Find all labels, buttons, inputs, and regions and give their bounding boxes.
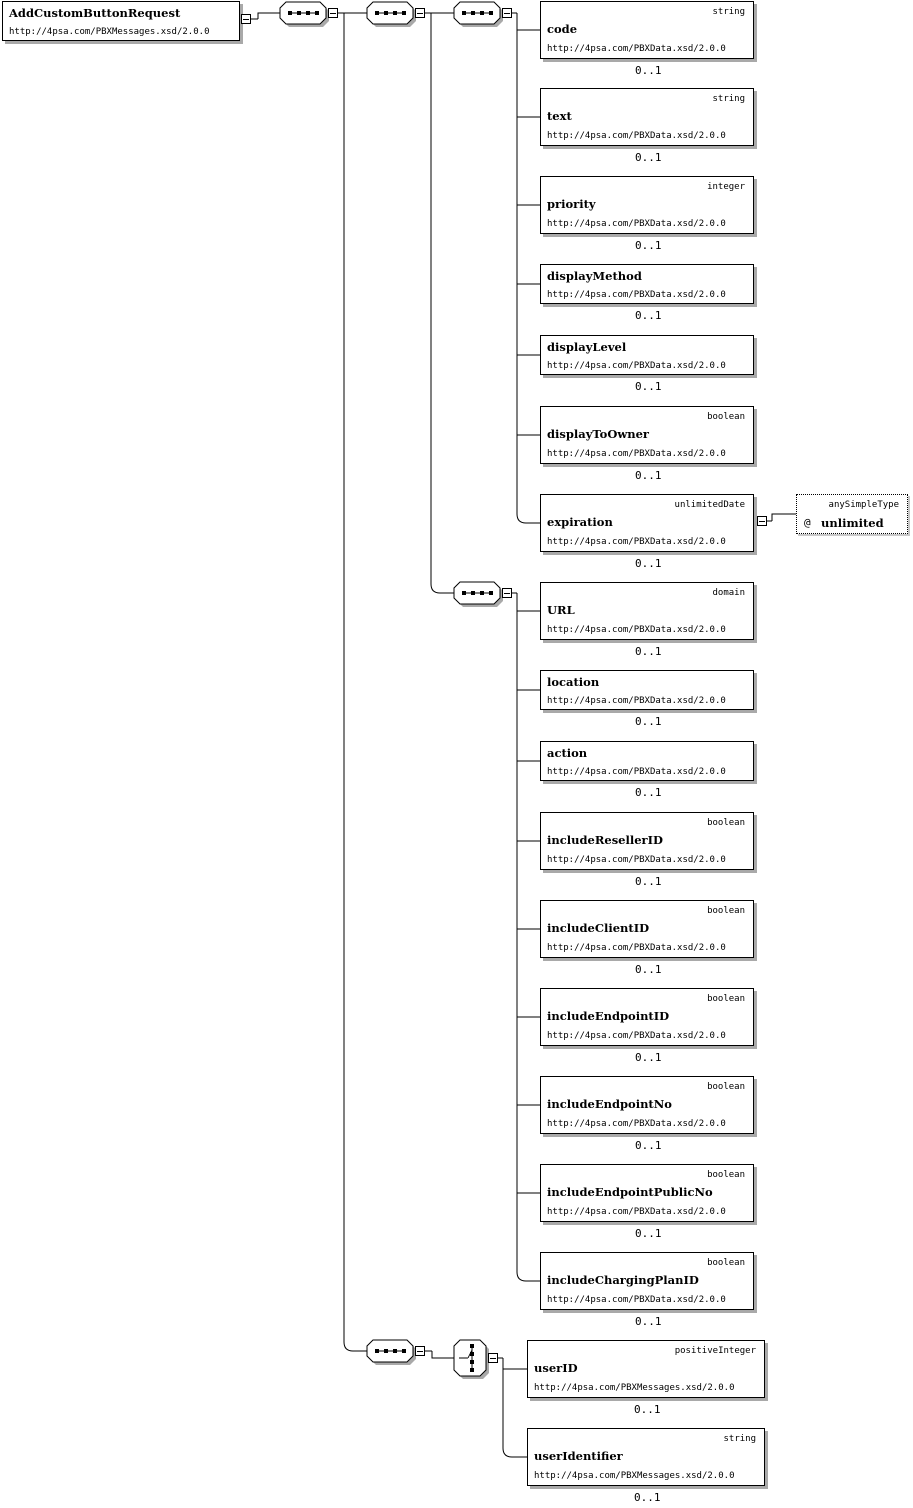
sequence-dot	[384, 11, 388, 15]
element-namespace: http://4psa.com/PBXMessages.xsd/2.0.0	[534, 1471, 735, 1481]
element-namespace: http://4psa.com/PBXMessages.xsd/2.0.0	[534, 1383, 735, 1393]
element-namespace: http://4psa.com/PBXData.xsd/2.0.0	[547, 290, 726, 300]
element-namespace: http://4psa.com/PBXData.xsd/2.0.0	[547, 625, 726, 635]
sequence-dot	[288, 11, 292, 15]
cardinality-label: 0..1	[634, 1491, 661, 1504]
collapse-toggle-icon[interactable]	[502, 8, 512, 18]
collapse-toggle-icon[interactable]	[328, 8, 338, 18]
sequence-dot	[393, 1349, 397, 1353]
cardinality-label: 0..1	[635, 239, 662, 252]
element-type: integer	[707, 182, 745, 192]
element-namespace: http://4psa.com/PBXData.xsd/2.0.0	[547, 537, 726, 547]
choice-dot	[470, 1368, 474, 1372]
element-namespace: http://4psa.com/PBXData.xsd/2.0.0	[547, 943, 726, 953]
element-type: boolean	[707, 994, 745, 1004]
root-element-namespace: http://4psa.com/PBXMessages.xsd/2.0.0	[9, 27, 210, 37]
element-name: displayMethod	[547, 269, 642, 283]
element-namespace: http://4psa.com/PBXData.xsd/2.0.0	[547, 1031, 726, 1041]
element-namespace: http://4psa.com/PBXData.xsd/2.0.0	[547, 131, 726, 141]
sequence-dot	[462, 591, 466, 595]
sequence-dot	[489, 591, 493, 595]
sequence-dot	[471, 11, 475, 15]
element-name: includeEndpointID	[547, 1009, 670, 1023]
element-box[interactable]	[540, 741, 754, 781]
element-type: boolean	[707, 1258, 745, 1268]
element-box[interactable]	[540, 1164, 754, 1222]
cardinality-label: 0..1	[635, 64, 662, 77]
collapse-toggle-icon[interactable]	[757, 516, 767, 526]
cardinality-label: 0..1	[635, 875, 662, 888]
element-namespace: http://4psa.com/PBXData.xsd/2.0.0	[547, 1119, 726, 1129]
cardinality-label: 0..1	[635, 645, 662, 658]
cardinality-label: 0..1	[635, 151, 662, 164]
sequence-dot	[480, 11, 484, 15]
sequence-dot	[402, 11, 406, 15]
element-box[interactable]	[540, 1, 754, 59]
element-type: boolean	[707, 906, 745, 916]
element-name: priority	[547, 197, 596, 211]
element-box[interactable]	[540, 1076, 754, 1134]
element-namespace: http://4psa.com/PBXData.xsd/2.0.0	[547, 767, 726, 777]
cardinality-label: 0..1	[635, 1051, 662, 1064]
collapse-toggle-icon[interactable]	[502, 588, 512, 598]
element-name: action	[547, 746, 588, 760]
choice-dot	[470, 1352, 474, 1356]
cardinality-label: 0..1	[635, 786, 662, 799]
element-box[interactable]	[527, 1428, 765, 1486]
element-namespace: http://4psa.com/PBXData.xsd/2.0.0	[547, 1295, 726, 1305]
element-type: string	[712, 7, 745, 17]
element-namespace: http://4psa.com/PBXData.xsd/2.0.0	[547, 449, 726, 459]
connector-line	[517, 13, 540, 523]
element-name: userID	[534, 1361, 578, 1375]
collapse-toggle-icon[interactable]	[415, 1346, 425, 1356]
element-box[interactable]	[527, 1340, 765, 1398]
cardinality-label: 0..1	[635, 380, 662, 393]
element-name: includeEndpointPublicNo	[547, 1185, 713, 1199]
element-type: boolean	[707, 1170, 745, 1180]
cardinality-label: 0..1	[635, 963, 662, 976]
element-type: boolean	[707, 818, 745, 828]
element-box[interactable]	[540, 494, 754, 552]
sequence-dot	[462, 11, 466, 15]
sequence-dot	[471, 591, 475, 595]
connector-line	[431, 13, 454, 593]
element-name: includeResellerID	[547, 833, 663, 847]
element-box[interactable]	[540, 582, 754, 640]
sequence-dot	[297, 11, 301, 15]
root-element[interactable]	[2, 1, 240, 41]
sequence-dot	[315, 11, 319, 15]
element-type: domain	[712, 588, 745, 598]
element-name: includeClientID	[547, 921, 650, 935]
attribute-type: anySimpleType	[828, 500, 899, 510]
cardinality-label: 0..1	[635, 715, 662, 728]
cardinality-label: 0..1	[635, 1139, 662, 1152]
element-name: displayLevel	[547, 340, 627, 354]
element-name: userIdentifier	[534, 1449, 623, 1463]
element-name: URL	[547, 603, 575, 617]
attribute-name: unlimited	[821, 516, 884, 530]
element-box[interactable]	[540, 670, 754, 710]
collapse-toggle-icon[interactable]	[241, 14, 251, 24]
element-type: boolean	[707, 1082, 745, 1092]
connector-line	[432, 1351, 454, 1358]
connector-line	[517, 593, 540, 1281]
element-name: code	[547, 22, 578, 36]
cardinality-label: 0..1	[635, 1315, 662, 1328]
element-namespace: http://4psa.com/PBXData.xsd/2.0.0	[547, 855, 726, 865]
element-box[interactable]	[540, 812, 754, 870]
connector-line	[258, 13, 280, 19]
attribute-symbol: @	[804, 516, 811, 529]
collapse-toggle-icon[interactable]	[415, 8, 425, 18]
cardinality-label: 0..1	[635, 469, 662, 482]
element-type: string	[723, 1434, 756, 1444]
element-box[interactable]	[540, 264, 754, 304]
connector-line	[344, 13, 367, 1351]
collapse-toggle-icon[interactable]	[488, 1353, 498, 1363]
element-name: location	[547, 675, 600, 689]
element-box[interactable]	[540, 176, 754, 234]
choice-dot	[470, 1344, 474, 1348]
element-type: positiveInteger	[674, 1346, 756, 1356]
cardinality-label: 0..1	[635, 557, 662, 570]
element-name: displayToOwner	[547, 427, 649, 441]
sequence-dot	[489, 11, 493, 15]
cardinality-label: 0..1	[635, 1227, 662, 1240]
element-namespace: http://4psa.com/PBXData.xsd/2.0.0	[547, 1207, 726, 1217]
element-box[interactable]	[540, 988, 754, 1046]
sequence-dot	[480, 591, 484, 595]
sequence-dot	[375, 1349, 379, 1353]
element-namespace: http://4psa.com/PBXData.xsd/2.0.0	[547, 219, 726, 229]
element-box[interactable]	[540, 335, 754, 375]
element-type: boolean	[707, 412, 745, 422]
element-namespace: http://4psa.com/PBXData.xsd/2.0.0	[547, 44, 726, 54]
element-namespace: http://4psa.com/PBXData.xsd/2.0.0	[547, 361, 726, 371]
element-name: includeEndpointNo	[547, 1097, 672, 1111]
cardinality-label: 0..1	[635, 309, 662, 322]
element-type: string	[712, 94, 745, 104]
choice-dot	[470, 1360, 474, 1364]
element-box[interactable]	[540, 900, 754, 958]
element-namespace: http://4psa.com/PBXData.xsd/2.0.0	[547, 696, 726, 706]
sequence-dot	[306, 11, 310, 15]
element-box[interactable]	[540, 1252, 754, 1310]
element-box[interactable]	[540, 406, 754, 464]
element-name: text	[547, 109, 572, 123]
sequence-dot	[375, 11, 379, 15]
connector-line	[772, 514, 796, 521]
sequence-dot	[384, 1349, 388, 1353]
sequence-dot	[393, 11, 397, 15]
element-type: unlimitedDate	[674, 500, 745, 510]
connector-line	[503, 1358, 527, 1457]
sequence-dot	[402, 1349, 406, 1353]
element-name: expiration	[547, 515, 613, 529]
cardinality-label: 0..1	[634, 1403, 661, 1416]
element-name: includeChargingPlanID	[547, 1273, 699, 1287]
root-element-name: AddCustomButtonRequest	[9, 6, 181, 20]
attribute-unlimited[interactable]	[796, 494, 908, 534]
element-box[interactable]	[540, 88, 754, 146]
